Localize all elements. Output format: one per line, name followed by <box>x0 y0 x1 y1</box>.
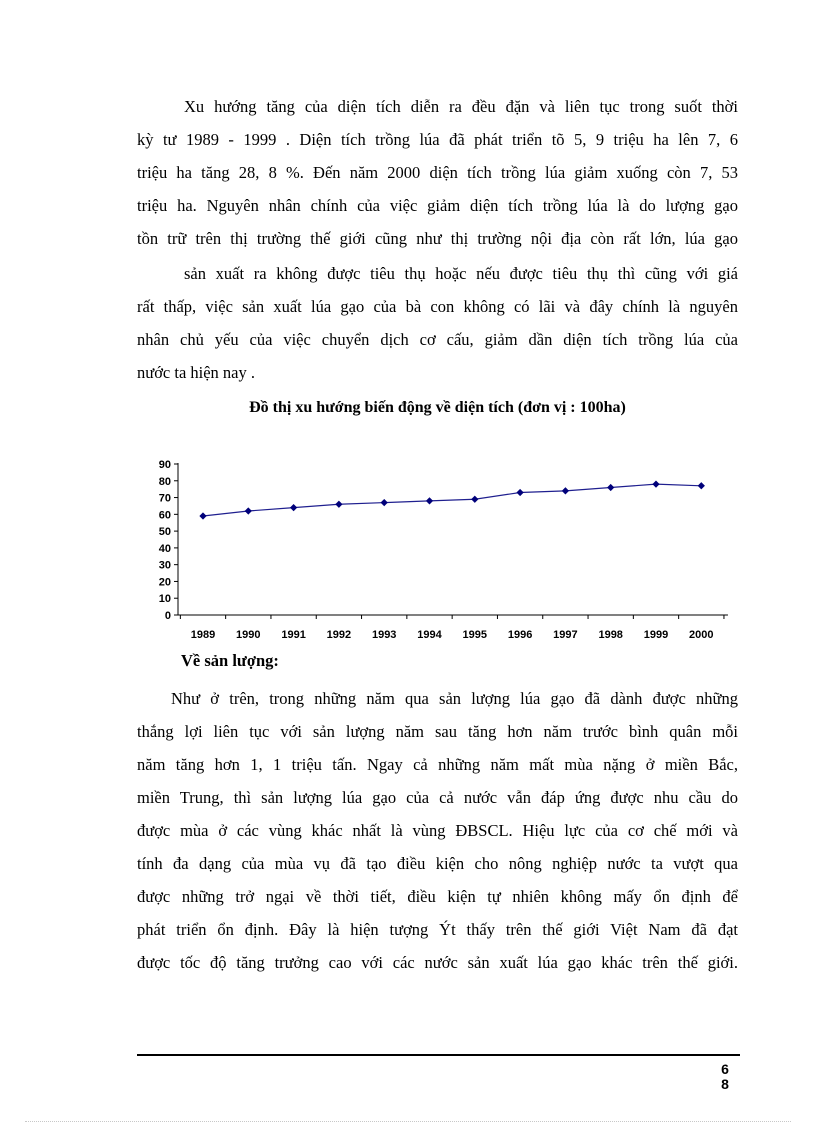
text-line: sản xuất ra không được tiêu thụ hoặc nếu được tiêu thụ thì cũng với giá <box>184 264 738 283</box>
area-trend-chart <box>140 455 740 650</box>
x-tick-label: 1990 <box>236 629 261 641</box>
x-tick-label: 1999 <box>643 629 669 641</box>
page-number-line: 8 <box>721 1076 729 1092</box>
y-tick-label: 0 <box>164 610 171 622</box>
x-tick-label: 1998 <box>598 629 623 641</box>
x-tick-label: 1992 <box>326 629 352 641</box>
y-tick-label: 40 <box>158 542 171 555</box>
data-point <box>290 504 296 510</box>
text-line: Như ở trên, trong những năm qua sản lượng lúa gạo đã dành được những <box>171 689 738 708</box>
footer-rule <box>137 1054 740 1056</box>
text-line: được tốc độ tăng trưởng cao với các nước sản xuất lúa gạo khác trên thế giới. <box>137 953 738 972</box>
y-tick-label: 80 <box>158 475 171 488</box>
x-tick-label: 2000 <box>689 629 714 641</box>
y-tick-label: 70 <box>158 492 171 505</box>
data-point <box>698 483 704 489</box>
data-point <box>562 488 568 494</box>
data-point <box>653 481 659 487</box>
data-point <box>381 499 387 505</box>
text-line: nhân chủ yếu của việc chuyển dịch cơ cấu, giảm dần diện tích trồng lúa của <box>137 330 738 349</box>
text-line: được mùa ở các vùng khác nhất là vùng ĐBSCL. Hiệu lực của cơ chế mới và <box>137 821 738 840</box>
x-tick-label: 1993 <box>371 629 397 641</box>
text-line: miền Trung, thì sản lượng lúa gạo của cả nước vẫn đáp ứng được nhu cầu do <box>137 788 738 807</box>
text-line: tính đa dạng của mùa vụ đã tạo điều kiện cho nông nghiệp nước ta vượt qua <box>137 854 738 873</box>
y-tick-label: 10 <box>158 593 171 606</box>
data-point <box>608 484 614 490</box>
data-point <box>517 489 523 495</box>
y-tick-label: 20 <box>158 576 171 589</box>
page-edge-dots <box>25 1121 791 1122</box>
data-point <box>336 501 342 507</box>
paragraph-production <box>137 682 738 979</box>
text-line: kỳ tư 1989 - 1999 . Diện tích trồng lúa đã phát triển tõ 5, 9 triệu ha lên 7, 6 <box>137 130 738 149</box>
text-line: triệu ha. Nguyên nhân chính của việc giảm diện tích trồng lúa là do lượng gạo <box>137 196 738 215</box>
section-heading: Về sản lượng: <box>181 651 279 670</box>
series-line <box>203 484 701 516</box>
text-line: rất thấp, việc sản xuất lúa gạo của bà con không có lãi và đây chính là nguyên <box>137 297 738 316</box>
data-point <box>200 513 206 519</box>
x-tick-label: 1996 <box>507 629 533 641</box>
x-tick-label: 1995 <box>462 629 488 641</box>
y-tick-label: 60 <box>158 509 171 522</box>
text-line: thắng lợi liên tục với sản lượng năm sau tăng hơn năm trước bình quân mỗi <box>137 722 738 741</box>
page-number-line: 6 <box>721 1061 729 1077</box>
x-tick-label: 1997 <box>553 629 578 641</box>
x-tick-label: 1991 <box>281 629 306 641</box>
text-line: tồn trữ trên thị trường thế giới cũng như thị trường nội địa còn rất lớn, lúa gạo <box>137 229 738 248</box>
x-tick-label: 1989 <box>190 629 216 641</box>
data-point <box>472 496 478 502</box>
page-number <box>710 1062 740 1092</box>
paragraph-area-trend <box>137 90 738 255</box>
text-line: triệu ha tăng 28, 8 %. Đến năm 2000 diện tích trồng lúa giảm xuống còn 7, 53 <box>137 163 738 182</box>
y-tick-label: 90 <box>158 459 171 471</box>
text-line: được những trở ngại về thời tiết, điều kiện tự nhiên không mấy ổn định để <box>137 887 738 906</box>
text-line: Xu hướng tăng của diện tích diễn ra đều đặn và liên tục trong suốt thời <box>184 97 738 116</box>
data-point <box>426 498 432 504</box>
y-tick-label: 50 <box>158 526 171 539</box>
text-line: phát triển ổn định. Đây là hiện tượng Ýt thấy trên thế giới Việt Nam đã đạt <box>137 920 738 939</box>
y-tick-label: 30 <box>158 559 171 572</box>
text-line: năm tăng hơn 1, 1 triệu tấn. Ngay cả những năm mất mùa nặng ở miền Bắc, <box>137 755 738 774</box>
chart-title: Đồ thị xu hướng biến động về diện tích (đơn vị : 100ha) <box>249 399 626 416</box>
data-point <box>245 508 251 514</box>
paragraph-area-reason <box>137 257 738 389</box>
text-line: nước ta hiện nay . <box>137 363 256 382</box>
x-tick-label: 1994 <box>417 629 442 641</box>
